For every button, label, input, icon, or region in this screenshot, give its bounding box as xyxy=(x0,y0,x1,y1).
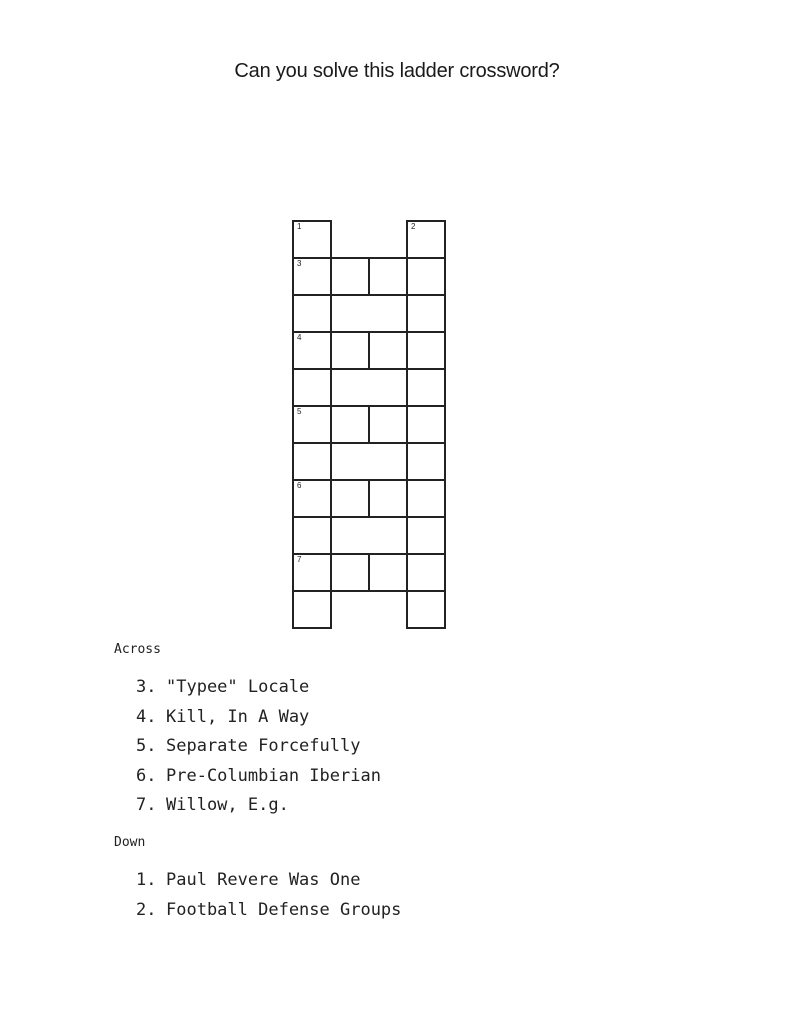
clue-number: 1. xyxy=(136,870,157,890)
crossword-cell[interactable] xyxy=(406,516,446,555)
across-clue xyxy=(136,791,381,821)
across-heading: Across xyxy=(114,642,161,657)
crossword-cell[interactable] xyxy=(292,257,332,296)
cell-number: 4 xyxy=(297,333,302,342)
clue-number: 3. xyxy=(136,677,157,697)
cell-number: 2 xyxy=(411,222,416,231)
clue-text: Kill, In A Way xyxy=(166,706,310,727)
crossword-cell[interactable] xyxy=(292,220,332,259)
crossword-cell[interactable] xyxy=(406,405,446,444)
crossword-cell[interactable] xyxy=(330,405,370,444)
crossword-cell[interactable] xyxy=(368,257,408,296)
crossword-cell[interactable] xyxy=(368,405,408,444)
across-clue xyxy=(136,703,381,733)
crossword-cell[interactable] xyxy=(292,405,332,444)
clue-number: 6. xyxy=(136,765,157,786)
crossword-cell[interactable] xyxy=(406,257,446,296)
crossword-cell[interactable] xyxy=(330,331,370,370)
clue-number: 5. xyxy=(136,736,157,756)
cell-number: 1 xyxy=(297,222,302,231)
clue-number: 4. xyxy=(136,706,157,727)
down-clue xyxy=(136,866,401,896)
crossword-cell[interactable] xyxy=(292,368,332,407)
crossword-cell[interactable] xyxy=(368,553,408,592)
clue-text: Willow, E.g. xyxy=(166,795,289,815)
across-clue xyxy=(136,762,381,792)
crossword-cell[interactable] xyxy=(292,479,332,518)
down-heading: Down xyxy=(114,835,146,850)
crossword-cell[interactable] xyxy=(368,331,408,370)
crossword-cell[interactable] xyxy=(368,479,408,518)
crossword-cell[interactable] xyxy=(330,479,370,518)
clue-number: 7. xyxy=(136,795,157,815)
puzzle-title: Can you solve this ladder crossword? xyxy=(234,60,560,82)
crossword-cell[interactable] xyxy=(406,479,446,518)
crossword-cell[interactable] xyxy=(406,553,446,592)
across-clue xyxy=(136,732,381,762)
crossword-cell[interactable] xyxy=(406,368,446,407)
crossword-cell[interactable] xyxy=(330,257,370,296)
down-clue-list xyxy=(136,866,401,925)
crossword-cell[interactable] xyxy=(330,553,370,592)
clue-text: Pre-Columbian Iberian xyxy=(166,765,381,786)
crossword-cell[interactable] xyxy=(292,442,332,481)
crossword-cell[interactable] xyxy=(406,294,446,333)
cell-number: 7 xyxy=(297,555,302,564)
cell-number: 6 xyxy=(297,481,302,490)
cell-number: 5 xyxy=(297,407,302,416)
crossword-cell[interactable] xyxy=(406,442,446,481)
across-clue xyxy=(136,673,381,703)
across-clue-list xyxy=(136,673,381,821)
crossword-cell[interactable] xyxy=(292,294,332,333)
crossword-cell[interactable] xyxy=(292,516,332,555)
crossword-cell[interactable] xyxy=(406,220,446,259)
crossword-cell[interactable] xyxy=(292,331,332,370)
clue-text: Separate Forcefully xyxy=(166,736,361,756)
clue-text: Football Defense Groups xyxy=(166,899,402,920)
down-clue xyxy=(136,896,401,926)
crossword-cell[interactable] xyxy=(406,590,446,629)
cell-number: 3 xyxy=(297,259,302,268)
crossword-cell[interactable] xyxy=(292,590,332,629)
clue-number: 2. xyxy=(136,899,157,920)
crossword-cell[interactable] xyxy=(406,331,446,370)
clue-text: "Typee" Locale xyxy=(166,677,310,697)
clue-text: Paul Revere Was One xyxy=(166,870,361,890)
crossword-cell[interactable] xyxy=(292,553,332,592)
